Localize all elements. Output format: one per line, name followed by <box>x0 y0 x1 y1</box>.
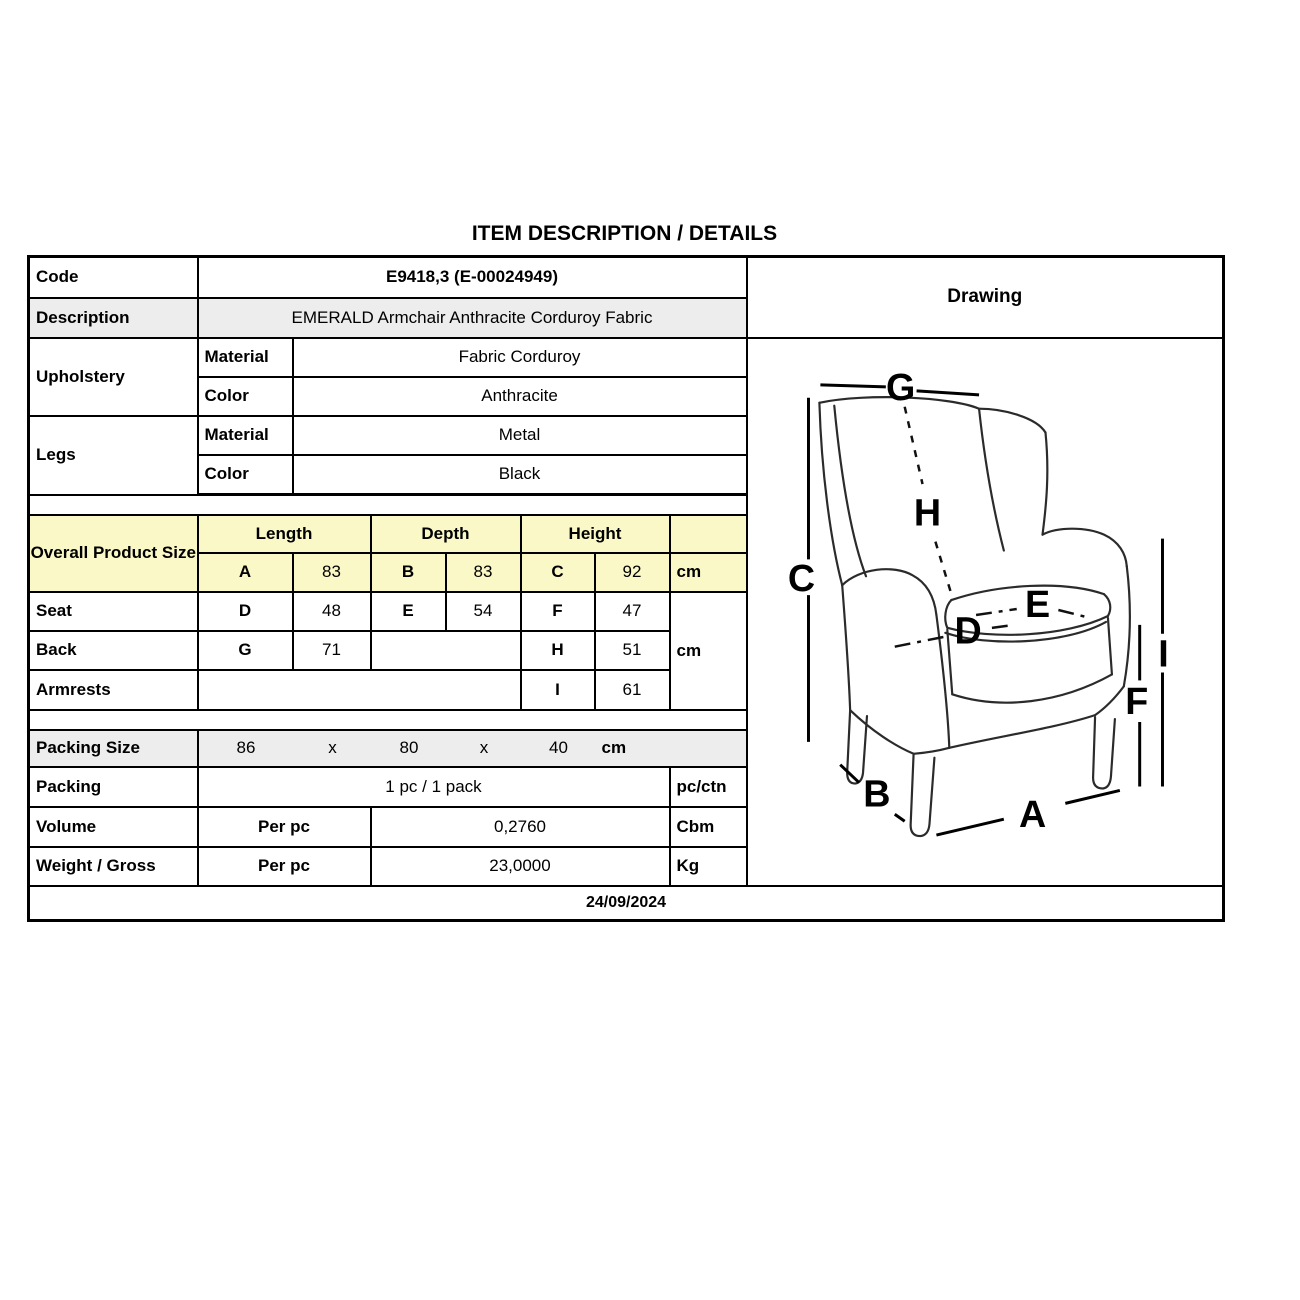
volume-per-pc: Per pc <box>198 807 371 847</box>
legs-color-label: Color <box>198 455 293 495</box>
seat-depth-letter: E <box>371 592 446 631</box>
date-cell: 24/09/2024 <box>29 886 1224 921</box>
height-header: Height <box>521 515 670 553</box>
weight-per-pc: Per pc <box>198 847 371 886</box>
armrests-height-letter: I <box>521 670 595 710</box>
upholstery-color-value: Anthracite <box>293 377 747 416</box>
back-height-value: 51 <box>595 631 670 670</box>
overall-depth-value: 83 <box>446 553 521 592</box>
description-value: EMERALD Armchair Anthracite Corduroy Fabric <box>198 298 747 338</box>
spacer-row <box>29 495 747 515</box>
legs-material-label: Material <box>198 416 293 455</box>
overall-unit: cm <box>670 553 747 592</box>
packing-size-label: Packing Size <box>29 730 198 767</box>
code-label: Code <box>29 257 198 298</box>
dim-label-h: H <box>913 491 941 534</box>
overall-depth-letter: B <box>371 553 446 592</box>
seat-length-letter: D <box>198 592 293 631</box>
volume-value: 0,2760 <box>371 807 670 847</box>
upholstery-material-value: Fabric Corduroy <box>293 338 747 377</box>
packing-size-v1: 86 <box>236 738 256 757</box>
back-length-letter: G <box>198 631 293 670</box>
spacer-row <box>29 710 747 730</box>
overall-length-value: 83 <box>293 553 371 592</box>
armchair-drawing <box>748 339 1221 883</box>
seat-depth-value: 54 <box>446 592 521 631</box>
dim-label-c: C <box>787 556 815 599</box>
seat-length-value: 48 <box>293 592 371 631</box>
dim-label-i: I <box>1157 632 1169 675</box>
packing-size-x1: x <box>328 738 337 757</box>
armrests-height-value: 61 <box>595 670 670 710</box>
seat-height-value: 47 <box>595 592 670 631</box>
packing-value: 1 pc / 1 pack <box>198 767 670 807</box>
packing-size-v3: 40 <box>549 738 568 757</box>
upholstery-color-label: Color <box>198 377 293 416</box>
length-header: Length <box>198 515 371 553</box>
dim-label-g: G <box>885 365 915 408</box>
packing-label: Packing <box>29 767 198 807</box>
dim-label-e: E <box>1024 582 1050 625</box>
drawing-header: Drawing <box>747 257 1224 338</box>
back-depth-empty <box>371 631 521 670</box>
overall-product-size-label: Overall Product Size <box>29 515 198 592</box>
weight-unit: Kg <box>670 847 747 886</box>
seat-height-letter: F <box>521 592 595 631</box>
legs-material-value: Metal <box>293 416 747 455</box>
back-label: Back <box>29 631 198 670</box>
armrests-label: Armrests <box>29 670 198 710</box>
overall-height-letter: C <box>521 553 595 592</box>
packing-size-x2: x <box>479 738 489 757</box>
dim-label-d: D <box>954 609 982 652</box>
empty-header-cell <box>670 515 747 553</box>
spec-table <box>27 255 1225 922</box>
code-value: E9418,3 (E-00024949) <box>198 257 747 298</box>
upholstery-material-label: Material <box>198 338 293 377</box>
legs-color-value: Black <box>293 455 747 495</box>
dim-label-f: F <box>1124 679 1148 722</box>
back-height-letter: H <box>521 631 595 670</box>
weight-value: 23,0000 <box>371 847 670 886</box>
drawing-cell <box>747 338 1224 886</box>
depth-header: Depth <box>371 515 521 553</box>
size-unit-span: cm <box>670 592 747 710</box>
dim-label-b: B <box>862 771 891 814</box>
upholstery-label: Upholstery <box>29 338 198 416</box>
packing-size-grid <box>199 738 746 758</box>
spec-sheet <box>27 222 1222 922</box>
packing-size-v2: 80 <box>399 738 419 757</box>
overall-length-letter: A <box>198 553 293 592</box>
packing-size-values <box>198 730 747 767</box>
packing-size-unit: cm <box>601 738 627 757</box>
legs-label: Legs <box>29 416 198 495</box>
weight-label: Weight / Gross <box>29 847 198 886</box>
packing-unit: pc/ctn <box>670 767 747 807</box>
seat-label: Seat <box>29 592 198 631</box>
back-length-value: 71 <box>293 631 371 670</box>
description-label: Description <box>29 298 198 338</box>
overall-height-value: 92 <box>595 553 670 592</box>
volume-unit: Cbm <box>670 807 747 847</box>
volume-label: Volume <box>29 807 198 847</box>
dim-label-a: A <box>1018 792 1046 835</box>
page-title: ITEM DESCRIPTION / DETAILS <box>471 222 778 245</box>
armrests-empty <box>198 670 521 710</box>
